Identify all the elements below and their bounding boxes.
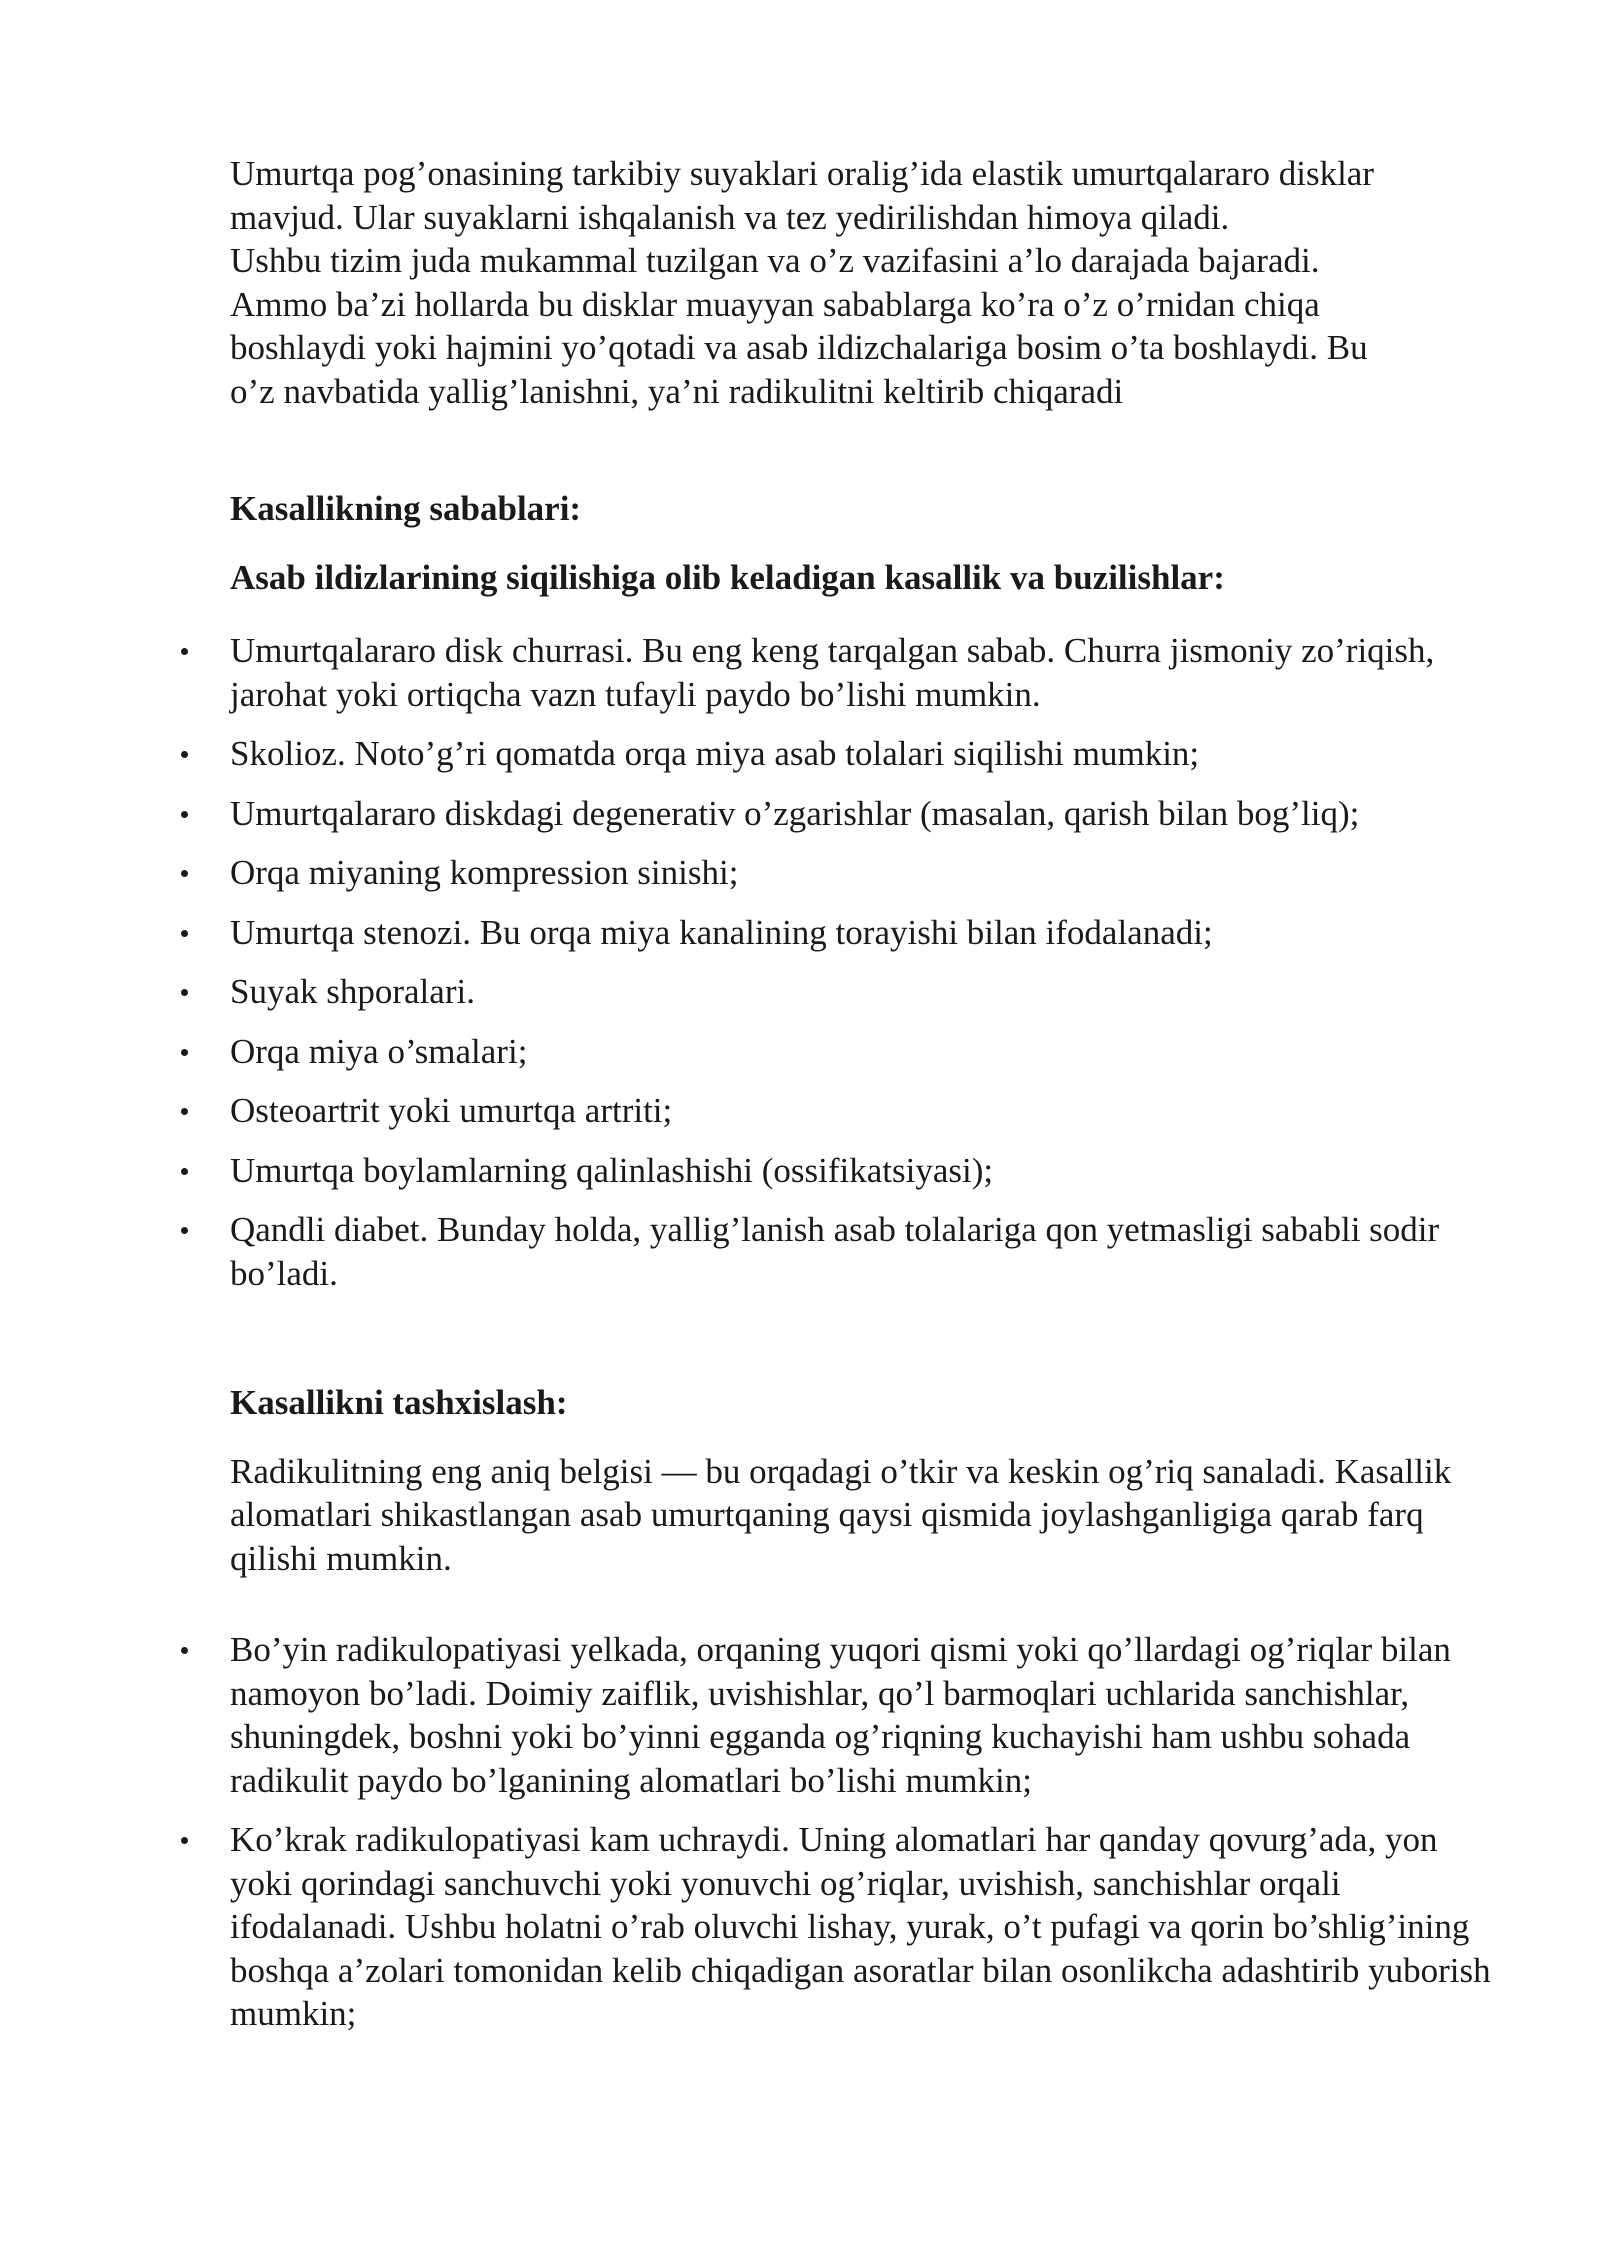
list-item: Orqa miya o’smalari; xyxy=(230,1030,1500,1074)
diagnosis-list xyxy=(230,1628,1500,2036)
causes-list xyxy=(230,629,1500,1295)
list-item: Umurtqa boylamlarning qalinlashishi (ossifikatsiyasi); xyxy=(230,1149,1500,1193)
list-item: Umurtqalararo diskdagi degenerativ o’zgarishlar (masalan, qarish bilan bog’liq); xyxy=(230,792,1500,836)
diagnosis-heading: Kasallikni tashxislash: xyxy=(230,1383,568,1422)
document-body xyxy=(230,152,1500,2036)
list-item: Osteoartrit yoki umurtqa artriti; xyxy=(230,1089,1500,1133)
intro-paragraph xyxy=(230,152,1500,413)
list-item: Ko’krak radikulopatiyasi kam uchraydi. Uning alomatlari har qanday qovurg’ada, yon yoki qorindagi sanchuvchi yoki yonuvchi og’riqlar, uvishish, sanchishlar orqali ifodalanadi. Ushbu holatni o’rab oluvchi lishay, yurak, o’t pufagi va qorin bo’shlig’ining boshqa a’zolari tomonidan kelib chiqadigan asoratlar bilan osonlikcha adashtirib yuborish mumkin; xyxy=(230,1818,1500,2036)
causes-heading: Kasallikning sabablari: xyxy=(230,489,582,528)
list-item: Qandli diabet. Bunday holda, yallig’lanish asab tolalariga qon yetmasligi sababli sodir bo’ladi. xyxy=(230,1208,1500,1295)
list-item: Umurtqalararo disk churrasi. Bu eng keng tarqalgan sabab. Churra jismoniy zo’riqish, jarohat yoki ortiqcha vazn tufayli paydo bo’lishi mumkin. xyxy=(230,629,1500,716)
causes-subheading: Asab ildizlarining siqilishiga olib keladigan kasallik va buzilishlar: xyxy=(230,557,1225,597)
list-item: Skolioz. Noto’g’ri qomatda orqa miya asab tolalari siqilishi mumkin; xyxy=(230,732,1500,776)
intro-line: boshlaydi yoki hajmini yo’qotadi va asab ildizchalariga bosim o’ta boshlaydi. Bu xyxy=(230,328,1368,367)
intro-line: o’z navbatida yallig’lanishni, ya’ni radikulitni keltirib chiqaradi xyxy=(230,371,1124,411)
intro-line: Ushbu tizim juda mukammal tuzilgan va o’z vazifasini a’lo darajada bajaradi. xyxy=(230,241,1320,280)
intro-line: mavjud. Ular suyaklarni ishqalanish va tez yedirilishdan himoya qiladi. xyxy=(230,197,1230,237)
list-item: Bo’yin radikulopatiyasi yelkada, orqaning yuqori qismi yoki qo’llardagi og’riqlar bilan namoyon bo’ladi. Doimiy zaiflik, uvishishlar, qo’l barmoqlari uchlarida sanchishlar, shuningdek, boshni yoki bo’yinni egganda og’riqning kuchayishi ham ushbu sohada radikulit paydo bo’lganining alomatlari bo’lishi mumkin; xyxy=(230,1628,1500,1802)
intro-line: Ammo ba’zi hollarda bu disklar muayyan sabablarga ko’ra o’z o’rnidan chiqa xyxy=(230,284,1320,324)
intro-line: Umurtqa pog’onasining tarkibiy suyaklari oralig’ida elastik umurtqalararo disklar xyxy=(230,154,1374,193)
list-item: Umurtqa stenozi. Bu orqa miya kanalining torayishi bilan ifodalanadi; xyxy=(230,911,1500,955)
list-item: Suyak shporalari. xyxy=(230,970,1500,1014)
list-item: Orqa miyaning kompression sinishi; xyxy=(230,851,1500,895)
diagnosis-paragraph: Radikulitning eng aniq belgisi — bu orqadagi o’tkir va keskin og’riq sanaladi. Kasallik alomatlari shikastlangan asab umurtqaning qaysi qismida joylashganligiga qarab farq qilishi mumkin. xyxy=(230,1451,1452,1578)
